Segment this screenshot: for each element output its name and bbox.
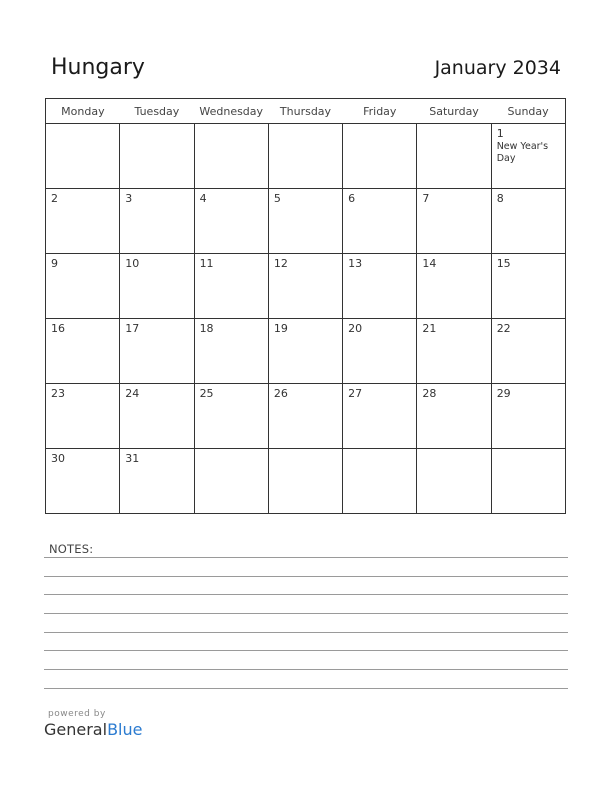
day-cell [120, 124, 194, 189]
weekday-header-sunday: Sunday [491, 99, 565, 124]
day-number: 10 [125, 257, 140, 270]
day-cell [491, 124, 565, 189]
day-number: 21 [422, 322, 437, 335]
day-number: 12 [273, 257, 288, 270]
day-cell [194, 384, 268, 449]
day-cell [194, 189, 268, 254]
day-cell [343, 124, 417, 189]
note-line [44, 669, 568, 670]
weekday-header-row [46, 99, 566, 124]
day-cell [268, 319, 342, 384]
day-cell [491, 254, 565, 319]
week-row [46, 449, 566, 514]
day-cell [46, 189, 120, 254]
brand-logo[interactable] [44, 720, 142, 739]
day-number [492, 449, 565, 452]
day-cell [417, 319, 491, 384]
day-cell [268, 254, 342, 319]
day-number [195, 124, 268, 127]
day-cell [194, 124, 268, 189]
day-number: 1 [496, 127, 504, 140]
day-cell [417, 189, 491, 254]
day-cell [343, 254, 417, 319]
day-number [120, 124, 193, 127]
day-number: 31 [125, 452, 140, 465]
day-cell [268, 384, 342, 449]
day-cell [194, 254, 268, 319]
weekday-header-saturday: Saturday [417, 99, 491, 124]
day-number [417, 449, 490, 452]
day-number: 13 [348, 257, 363, 270]
powered-by-text: powered by [48, 709, 106, 719]
note-line [44, 594, 568, 595]
day-cell [46, 254, 120, 319]
day-number: 5 [273, 192, 281, 205]
note-line [44, 613, 568, 614]
week-row [46, 189, 566, 254]
month-year-title: January 2034 [434, 57, 561, 79]
day-cell [46, 449, 120, 514]
day-number: 24 [125, 387, 140, 400]
day-cell [417, 384, 491, 449]
day-number: 20 [348, 322, 363, 335]
day-number: 2 [51, 192, 58, 205]
day-number: 7 [422, 192, 430, 205]
day-cell [491, 449, 565, 514]
day-number: 9 [51, 257, 58, 270]
day-cell [46, 124, 120, 189]
day-cell [491, 319, 565, 384]
day-cell [491, 189, 565, 254]
day-number [343, 124, 416, 127]
day-number: 6 [348, 192, 356, 205]
day-number: 3 [125, 192, 133, 205]
day-number: 28 [422, 387, 437, 400]
day-number: 30 [51, 452, 65, 465]
weekday-header-tuesday: Tuesday [120, 99, 194, 124]
day-cell [120, 189, 194, 254]
calendar-grid [45, 98, 566, 514]
holiday-label: New Year's Day [496, 141, 549, 164]
day-number [417, 124, 490, 127]
day-cell [194, 319, 268, 384]
weekday-header-friday: Friday [343, 99, 417, 124]
day-number: 17 [125, 322, 140, 335]
day-cell [417, 254, 491, 319]
day-number [269, 449, 342, 452]
note-line [44, 632, 568, 633]
week-row [46, 319, 566, 384]
day-cell [343, 319, 417, 384]
note-line [44, 650, 568, 651]
weekday-header-thursday: Thursday [268, 99, 342, 124]
day-cell [120, 254, 194, 319]
day-number: 11 [199, 257, 214, 270]
day-number: 26 [273, 387, 288, 400]
day-number: 14 [422, 257, 437, 270]
day-number [269, 124, 342, 127]
note-line [44, 688, 568, 689]
day-number: 16 [51, 322, 65, 335]
day-cell [194, 449, 268, 514]
note-line [44, 576, 568, 577]
day-number [343, 449, 416, 452]
day-cell [343, 384, 417, 449]
day-number: 25 [199, 387, 214, 400]
day-number: 22 [496, 322, 511, 335]
notes-label: NOTES: [49, 542, 94, 556]
week-row [46, 254, 566, 319]
day-cell [343, 449, 417, 514]
day-number: 23 [51, 387, 65, 400]
day-cell [268, 124, 342, 189]
day-cell [268, 189, 342, 254]
note-line [44, 557, 568, 558]
weekday-header-wednesday: Wednesday [194, 99, 268, 124]
day-cell [120, 449, 194, 514]
day-cell [343, 189, 417, 254]
day-cell [46, 384, 120, 449]
day-number: 29 [496, 387, 511, 400]
week-row [46, 124, 566, 189]
day-cell [417, 124, 491, 189]
brand-general-text: General [44, 720, 108, 739]
brand-blue-text: Blue [107, 720, 143, 739]
day-cell [46, 319, 120, 384]
day-number [46, 124, 119, 127]
day-cell [268, 449, 342, 514]
day-cell [417, 449, 491, 514]
weekday-header-monday: Monday [46, 99, 120, 124]
week-row [46, 384, 566, 449]
day-number [195, 449, 268, 452]
day-number: 15 [496, 257, 511, 270]
day-number: 19 [273, 322, 288, 335]
day-cell [120, 384, 194, 449]
day-number: 18 [199, 322, 214, 335]
country-title: Hungary [51, 55, 145, 80]
day-cell [120, 319, 194, 384]
day-number: 27 [348, 387, 363, 400]
day-number: 4 [199, 192, 207, 205]
day-number: 8 [496, 192, 504, 205]
day-cell [491, 384, 565, 449]
